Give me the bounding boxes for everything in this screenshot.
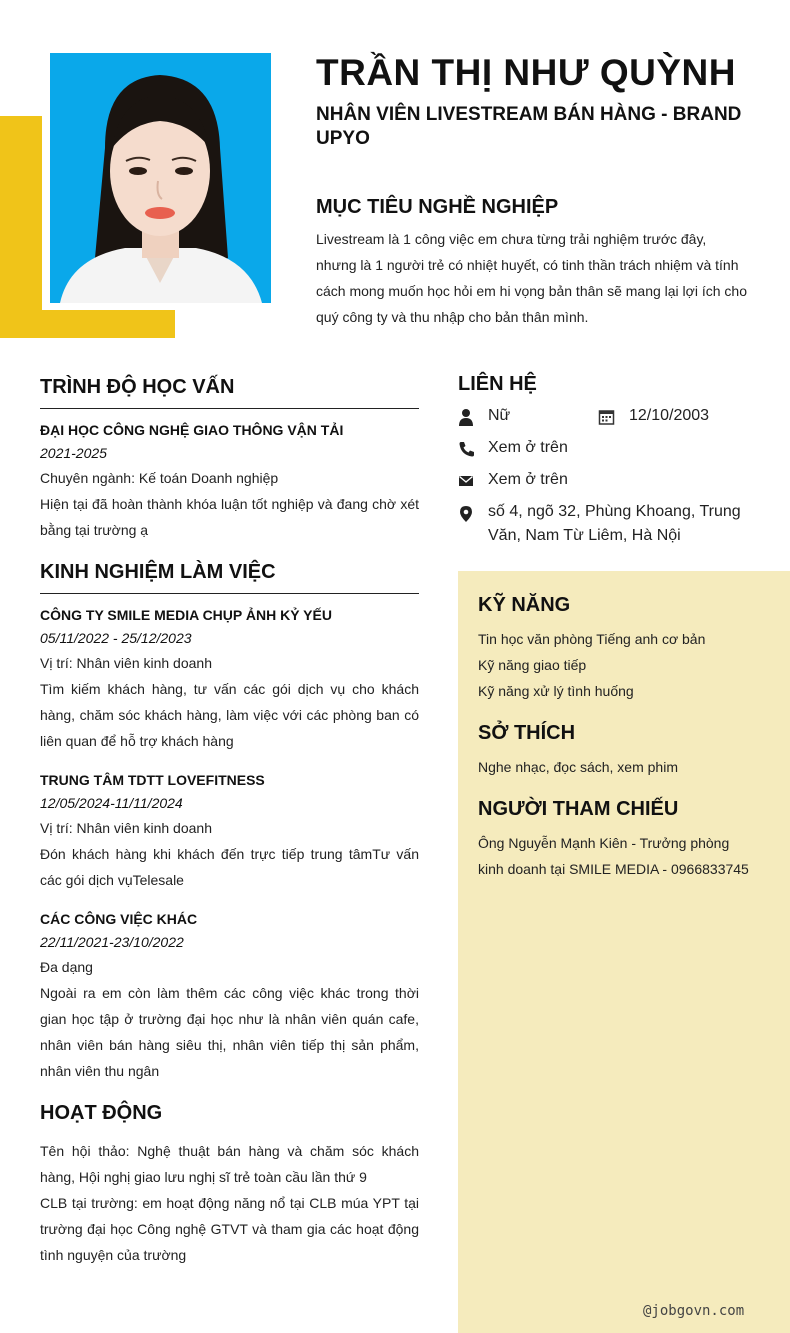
portrait-illustration bbox=[50, 53, 271, 303]
objective-text: Livestream là 1 công việc em chưa từng trải nghiệm trước đây, nhưng là 1 người trẻ có nhiệt huyết, có tinh thần trách nhiệm và tính cách mong muốn học hỏi em hi vọng bản thân sẽ mang lại lợi ích cho quý công ty và thu nhập cho bản thân mình. bbox=[316, 231, 747, 325]
contact-heading: LIÊN HỆ bbox=[458, 373, 537, 395]
job-dates: 12/05/2024-11/11/2024 bbox=[40, 795, 183, 811]
activity-item: Tên hội thảo: Nghệ thuật bán hàng và chăm sóc khách hàng, Hội nghị giao lưu nghị sĩ trẻ toàn cầu lần thứ 9 bbox=[40, 1143, 419, 1185]
contact-phone: Xem ở trên bbox=[488, 439, 568, 456]
hobbies-text: Nghe nhạc, đọc sách, xem phim bbox=[478, 759, 678, 775]
education-heading: TRÌNH ĐỘ HỌC VẤN bbox=[40, 376, 235, 398]
experience-divider bbox=[40, 593, 419, 594]
references-text: Ông Nguyễn Mạnh Kiên - Trưởng phòng kinh doanh tại SMILE MEDIA - 0966833745 bbox=[478, 835, 749, 877]
decor-yellow-block bbox=[0, 116, 42, 338]
skill-item: Kỹ năng xử lý tình huống bbox=[478, 683, 634, 699]
job-description: Đón khách hàng khi khách đến trực tiếp trung tâmTư vấn các gói dịch vụTelesale bbox=[40, 846, 419, 888]
job-dates: 05/11/2022 - 25/12/2023 bbox=[40, 630, 192, 646]
job-description: Tìm kiếm khách hàng, tư vấn các gói dịch vụ cho khách hàng, chăm sóc khách hàng, làm việc với các phòng ban có liên quan để hỗ trợ khách hàng bbox=[40, 681, 419, 749]
decor-yellow-bar bbox=[0, 310, 175, 338]
email-icon bbox=[458, 472, 476, 495]
phone-icon bbox=[458, 440, 476, 463]
candidate-name: TRẦN THỊ NHƯ QUỲNH bbox=[316, 52, 736, 93]
skills-heading: KỸ NĂNG bbox=[478, 594, 571, 616]
hobbies-heading: SỞ THÍCH bbox=[478, 722, 576, 744]
job-company: CÁC CÔNG VIỆC KHÁC bbox=[40, 911, 198, 927]
desired-position: NHÂN VIÊN LIVESTREAM BÁN HÀNG - BRAND UPYO bbox=[316, 104, 742, 149]
skill-item: Kỹ năng giao tiếp bbox=[478, 657, 587, 673]
skill-item: Tin học văn phòng Tiếng anh cơ bản bbox=[478, 631, 706, 647]
references-heading: NGƯỜI THAM CHIẾU bbox=[478, 798, 679, 820]
location-pin-icon bbox=[458, 505, 476, 528]
job-company: CÔNG TY SMILE MEDIA CHỤP ẢNH KỶ YẾU bbox=[40, 607, 332, 623]
activity-item: CLB tại trường: em hoạt động năng nổ tại CLB múa YPT tại trường đại học Công nghệ GTVT và tham gia các hoạt động tình nguyện của trường bbox=[40, 1195, 419, 1263]
education-divider bbox=[40, 408, 419, 409]
contact-birthday: 12/10/2003 bbox=[629, 407, 710, 424]
watermark: @jobgovn.com bbox=[643, 1303, 745, 1319]
contact-address: số 4, ngõ 32, Phùng Khoang, Trung Văn, Nam Từ Liêm, Hà Nội bbox=[488, 503, 741, 544]
job-description: Ngoài ra em còn làm thêm các công việc khác trong thời gian học tập ở trường đại học như là nhân viên quán cafe, nhân viên bán hàng siêu thị, nhân viên tiếp thị sản phẩm, nhân viên thu ngân bbox=[40, 985, 419, 1079]
calendar-icon bbox=[598, 408, 616, 431]
experience-heading: KINH NGHIỆM LÀM VIỆC bbox=[40, 561, 276, 583]
objective-heading: MỤC TIÊU NGHỀ NGHIỆP bbox=[316, 196, 559, 218]
gender-icon bbox=[458, 408, 476, 431]
job-position: Vị trí: Nhân viên kinh doanh bbox=[40, 820, 212, 836]
education-school: ĐẠI HỌC CÔNG NGHỆ GIAO THÔNG VẬN TẢI bbox=[40, 422, 344, 438]
contact-gender: Nữ bbox=[488, 407, 511, 424]
education-years: 2021-2025 bbox=[40, 445, 107, 461]
profile-photo bbox=[50, 53, 271, 303]
job-company: TRUNG TÂM TDTT LOVEFITNESS bbox=[40, 772, 265, 788]
job-dates: 22/11/2021-23/10/2022 bbox=[40, 934, 184, 950]
job-position: Đa dạng bbox=[40, 959, 93, 975]
activities-heading: HOẠT ĐỘNG bbox=[40, 1102, 163, 1124]
job-position: Vị trí: Nhân viên kinh doanh bbox=[40, 655, 212, 671]
education-note: Hiện tại đã hoàn thành khóa luận tốt nghiệp và đang chờ xét bằng tại trường ạ bbox=[40, 496, 419, 538]
contact-email: Xem ở trên bbox=[488, 471, 568, 488]
education-major: Chuyên ngành: Kế toán Doanh nghiệp bbox=[40, 470, 279, 486]
